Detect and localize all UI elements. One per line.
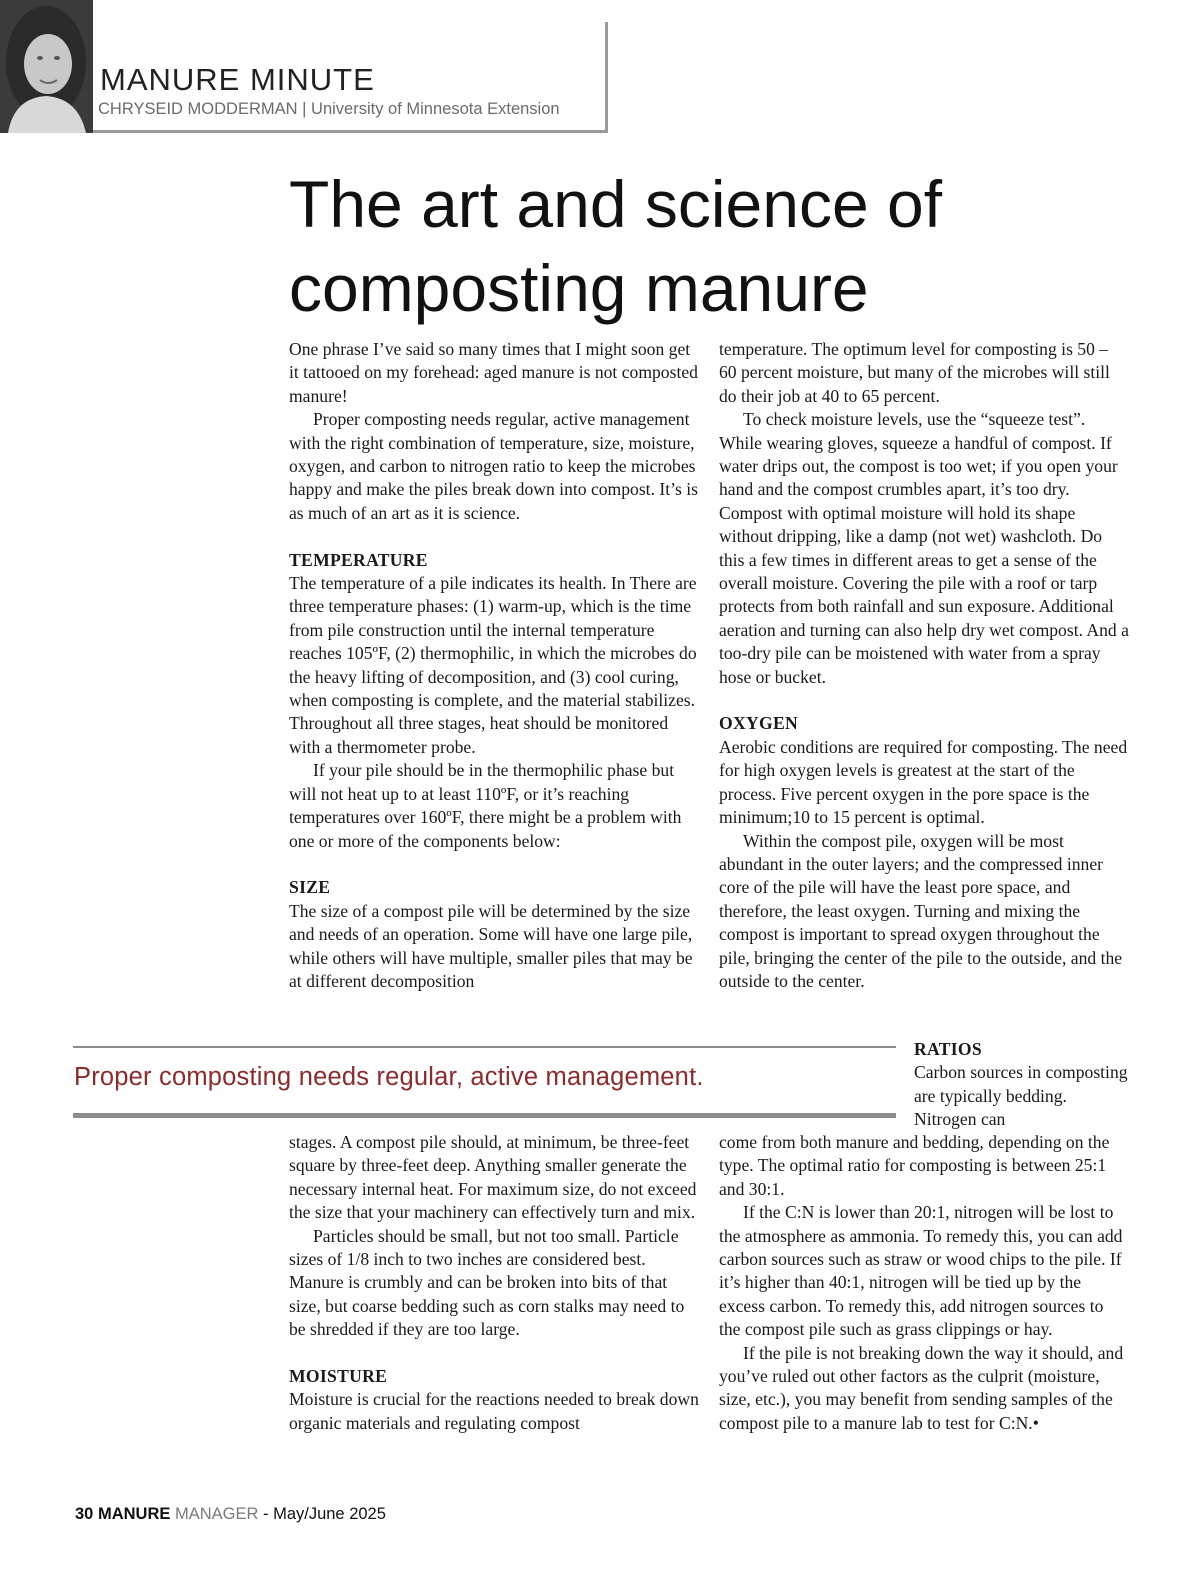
magazine-name-bold: MANURE xyxy=(97,1505,171,1523)
ratios-paragraph-2: If the C:N is lower than 20:1, nitrogen will be lost to the atmosphere as ammonia. To remedy this, you can add carbon sources such as straw or wood chips to the pile. If it’s higher than 40:1, nitrogen will be tied up by the excess carbon. To remedy this, add nitrogen sources to the compost pile such as grass clippings or hay. xyxy=(719,1202,1123,1340)
pull-quote-rule-top xyxy=(73,1046,896,1048)
intro-paragraph-2: Proper composting needs regular, active management with the right combination of temperature, size, moisture, oxygen, and carbon to nitrogen ratio to keep the microbes happy and make the piles break down into compost. It’s is as much of an art as it is science. xyxy=(289,409,698,523)
right-column-bottom xyxy=(719,1131,1129,1435)
ratios-narrow-block xyxy=(914,1038,1129,1132)
column-name: MANURE MINUTE xyxy=(100,62,375,97)
page-number: 30 xyxy=(75,1505,94,1523)
pull-quote-rule-bottom xyxy=(73,1113,896,1118)
moisture-paragraph-2: To check moisture levels, use the “squeeze test”. While wearing gloves, squeeze a handful of compost. If water drips out, the compost is too wet; if you open your hand and the compost crumbles apart, it’s too dry. Compost with optimal moisture will hold its shape without dripping, like a damp (not wet) washcloth. Do this a few times in different areas to get a sense of the overall moisture. Covering the pile with a roof or tarp protects from both rainfall and sun exposure. Additional aeration and turning can also help dry wet compost. And a too-dry pile can be moistened with water from a spray hose or bucket. xyxy=(719,409,1129,687)
right-column-top xyxy=(719,338,1129,993)
oxygen-paragraph-2: Within the compost pile, oxygen will be most abundant in the outer layers; and the compressed inner core of the pile will have the least pore space, and therefore, the least oxygen. Turning and mixing the compost is important to spread oxygen throughout the pile, bringing the center of the pile to the outside, and the outside to the center. xyxy=(719,830,1123,991)
intro-paragraph-1: One phrase I’ve said so many times that I might soon get it tattooed on my forehead: aged manure is not composted manure! xyxy=(289,339,698,406)
size-paragraph-1-start: The size of a compost pile will be determined by the size and needs of an operation. Some will have one large pile, while others will have multiple, smaller piles that may be at different decomposition xyxy=(289,900,693,991)
byline-separator: | xyxy=(302,100,307,118)
left-column-top xyxy=(289,338,699,993)
moisture-paragraph-1-start: Moisture is crucial for the reactions needed to break down organic materials and regulating compost xyxy=(289,1389,699,1433)
issue-date: - May/June 2025 xyxy=(263,1505,386,1523)
ratios-paragraph-1-start: Carbon sources in composting are typically bedding. Nitrogen can xyxy=(914,1062,1128,1130)
section-heading-temperature: TEMPERATURE xyxy=(289,549,428,570)
section-heading-moisture: MOISTURE xyxy=(289,1366,388,1387)
temperature-paragraph-2: If your pile should be in the thermophilic phase but will not heat up to at least 110ºF, or it’s reaching temperatures over 160ºF, there might be a problem with one or more of the components below: xyxy=(289,760,682,851)
magazine-name-light: MANAGER xyxy=(174,1505,259,1523)
size-paragraph-2: Particles should be small, but not too small. Particle sizes of 1/8 inch to two inches are considered best. Manure is crumbly and can be broken into bits of that size, but coarse bedding such as corn stalks may need to be shredded if they are too large. xyxy=(289,1225,685,1340)
byline xyxy=(98,100,560,119)
section-heading-ratios: RATIOS xyxy=(914,1039,982,1059)
moisture-paragraph-1-end: temperature. The optimum level for composting is 50 – 60 percent moisture, but many of the microbes will still do their job at 40 to 65 percent. xyxy=(719,339,1110,406)
size-paragraph-1-end: stages. A compost pile should, at minimum, be three-feet square by three-feet deep. Anything smaller generate the necessary internal heat. For maximum size, do not exceed the size that your machinery can effectively turn and mix. xyxy=(289,1132,697,1223)
author-name: CHRYSEID MODDERMAN xyxy=(98,100,298,118)
temperature-paragraph-1: The temperature of a pile indicates its health. In There are three temperature phases: (1) warm-up, which is the time from pile construction until the internal temperature reaches 105ºF, (2) thermophilic, in which the microbes do the heavy lifting of decomposition, and (3) cool curing, when composting is complete, and the material stabilizes. Throughout all three stages, heat should be monitored with a thermometer probe. xyxy=(289,573,697,757)
section-heading-size: SIZE xyxy=(289,877,331,898)
pull-quote: Proper composting needs regular, active management. xyxy=(74,1063,704,1091)
author-affiliation: University of Minnesota Extension xyxy=(311,100,560,118)
ratios-paragraph-3: If the pile is not breaking down the way it should, and you’ve ruled out other factors as the culprit (moisture, size, etc.), you may benefit from sending samples of the compost pile to a manure lab to test for C:N.• xyxy=(719,1342,1124,1433)
author-photo xyxy=(0,0,93,133)
left-column-bottom xyxy=(289,1131,699,1435)
oxygen-paragraph-1: Aerobic conditions are required for composting. The need for high oxygen levels is greatest at the start of the process. Five percent oxygen in the pore space is the minimum;10 to 15 percent is optimal. xyxy=(719,736,1128,828)
article-headline: The art and science of composting manure xyxy=(289,167,943,325)
page-footer xyxy=(75,1505,386,1524)
section-heading-oxygen: OXYGEN xyxy=(719,713,799,734)
ratios-paragraph-1-end: come from both manure and bedding, depending on the type. The optimal ratio for composting is between 25:1 and 30:1. xyxy=(719,1132,1110,1199)
